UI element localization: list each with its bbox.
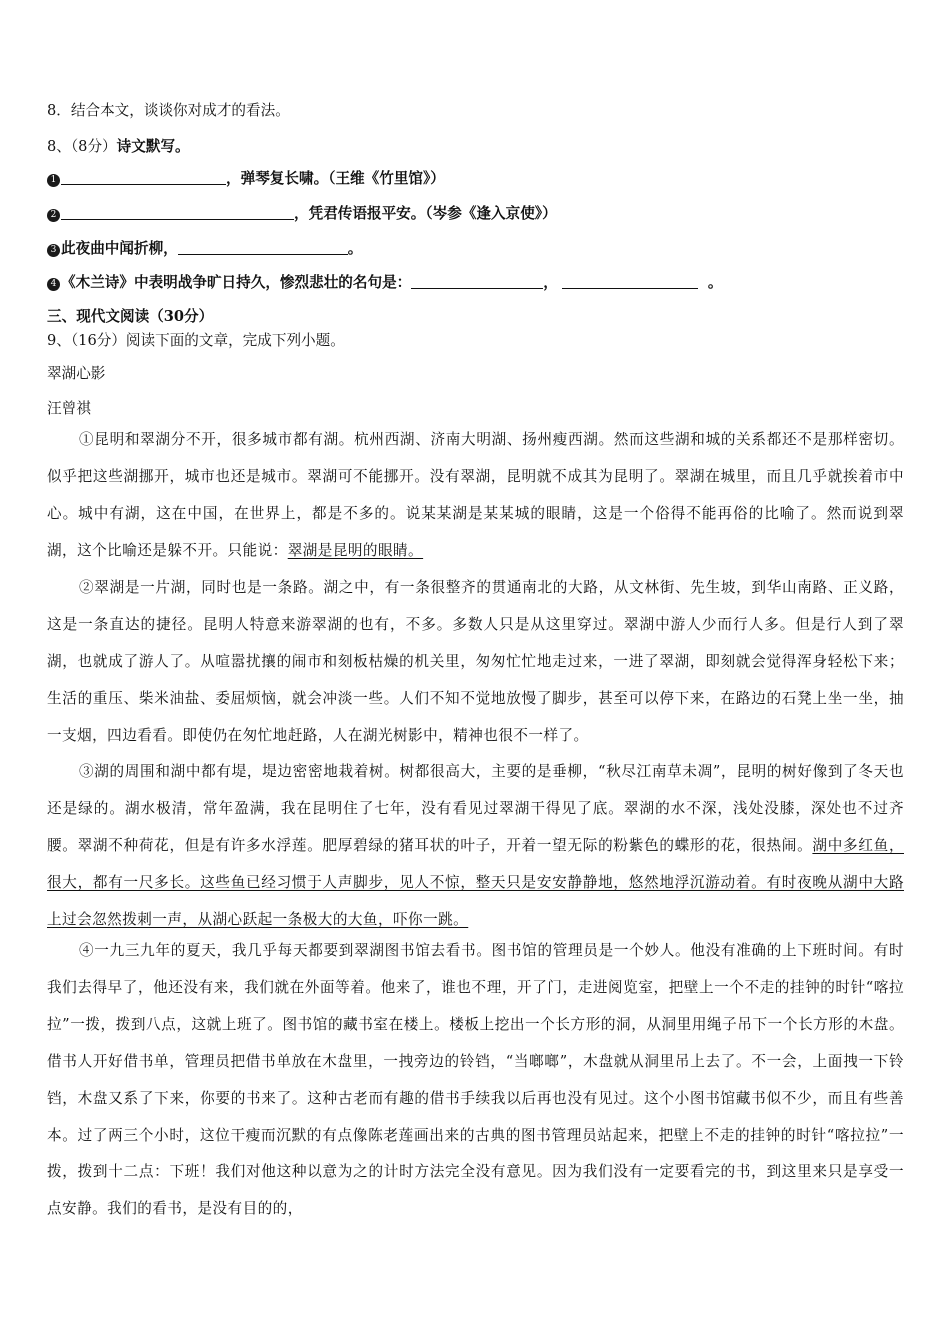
recite-item-2	[47, 204, 907, 224]
answer-blank-4a[interactable]	[411, 273, 543, 289]
paragraph-3-underlined: 湖中多红鱼，很大，都有一尺多长。这些鱼已经习惯于人声脚步，见人不惊，整天只是安安静静地，悠然地浮沉游动着。有时夜晚从湖中大路上过会忽然拨刺一声，从湖心跃起一条极大的大鱼，吓你一跳。	[47, 836, 904, 928]
answer-blank-4b[interactable]	[562, 273, 698, 289]
recite-text-1: ，弹琴复长啸。（王维《竹里馆》）	[226, 170, 445, 187]
recite-item-1	[47, 169, 907, 189]
article-paragraph-1	[47, 422, 904, 570]
recite-text-4b: ，	[543, 274, 558, 291]
recite-text-2: ，凭君传语报平安。（岑参《逢入京使》）	[294, 205, 557, 222]
answer-blank-2[interactable]	[61, 204, 294, 220]
article-paragraph-2: ②翠湖是一片湖，同时也是一条路。湖之中，有一条很整齐的贯通南北的大路，从文林街、先生坡，到华山南路、正义路，这是一条直达的捷径。昆明人特意来游翠湖的也有，不多。多数人只是从这里穿过。翠湖中游人少而行人多。但是行人到了翠湖，也就成了游人了。从喧嚣扰攘的闹市和刻板枯燥的机关里，匆匆忙忙地走过来，一进了翠湖，即刻就会觉得浑身轻松下来；生活的重压、柴米油盐、委屈烦恼，就会冲淡一些。人们不知不觉地放慢了脚步，甚至可以停下来，在路边的石凳上坐一坐，抽一支烟，四边看看。即使仍在匆忙地赶路，人在湖光树影中，精神也很不一样了。	[47, 579, 904, 744]
section-3-heading: 三、现代文阅读（30分）	[47, 308, 214, 325]
paragraph-1-underlined: 翠湖是昆明的眼睛。	[287, 541, 424, 559]
article-paragraph-3	[47, 754, 904, 939]
article-author: 汪曾祺	[47, 400, 91, 417]
recite-text-4a: 《木兰诗》中表明战争旷日持久，惨烈悲壮的名句是：	[61, 274, 412, 291]
q8-recite-score: 8、（8分）	[47, 138, 117, 155]
answer-blank-3[interactable]	[178, 239, 348, 255]
q8-discuss-question: 8．结合本文，谈谈你对成才的看法。	[47, 102, 290, 119]
article-paragraph-4: ④一九三九年的夏天，我几乎每天都要到翠湖图书馆去看书。图书馆的管理员是一个妙人。他没有准确的上下班时间。有时我们去得早了，他还没有来，我们就在外面等着。他来了，谁也不理，开了门，走进阅览室，把壁上一个不走的挂钟的时针“喀拉拉”一拨，拨到八点，这就上班了。图书馆的藏书室在楼上。楼板上挖出一个长方形的洞，从洞里用绳子吊下一个长方形的木盘。借书人开好借书单，管理员把借书单放在木盘里，一拽旁边的铃铛，“当啷啷”，木盘就从洞里吊上去了。不一会，上面拽一下铃铛，木盘又系了下来，你要的书来了。这种古老而有趣的借书手续我以后再也没有见过。这个小图书馆藏书似不少，而且有些善本。过了两三个小时，这位干瘦而沉默的有点像陈老莲画出来的古典的图书管理员站起来，把壁上不走的挂钟的时针“喀拉拉”一拨，拨到十二点：下班！我们对他这种以意为之的计时方法完全没有意见。因为我们没有一定要看完的书，到这里来只是享受一点安静。我们的看书，是没有目的的，	[47, 942, 904, 1218]
answer-blank-1[interactable]	[61, 169, 226, 185]
q8-recite-title: 诗文默写。	[116, 138, 190, 155]
recite-item-4	[47, 273, 907, 293]
circled-number-1: 1	[47, 174, 60, 187]
circled-number-2: 2	[47, 209, 60, 222]
paragraph-1-text: ①昆明和翠湖分不开，很多城市都有湖。杭州西湖、济南大明湖、扬州瘦西湖。然而这些湖和城的关系都还不是那样密切。似乎把这些湖挪开，城市也还是城市。翠湖可不能挪开。没有翠湖，昆明就不成其为昆明了。翠湖在城里，而且几乎就挨着市中心。城中有湖，这在中国，在世界上，都是不多的。说某某湖是某某城的眼睛，这是一个俗得不能再俗的比喻了。然而说到翠湖，这个比喻还是躲不开。只能说：	[47, 431, 904, 559]
recite-text-3a: 此夜曲中闻折柳，	[61, 240, 178, 257]
recite-text-4c: 。	[707, 274, 723, 291]
paragraph-3-text: ③湖的周围和湖中都有堤，堤边密密地栽着树。树都很高大，主要的是垂柳，“秋尽江南草未凋”，昆明的树好像到了冬天也还是绿的。湖水极清，常年盈满，我在昆明住了七年，没有看见过翠湖干得见了底。翠湖的水不深，浅处没膝，深处也不过齐腰。翠湖不种荷花，但是有许多水浮莲。肥厚碧绿的猪耳状的叶子，开着一望无际的粉紫色的蝶形的花，很热闹。	[47, 763, 904, 854]
q9-instruction: 9、（16分）阅读下面的文章，完成下列小题。	[47, 332, 345, 349]
recite-text-3b: 。	[347, 240, 363, 257]
q8-recite-heading	[47, 137, 907, 157]
circled-number-4: 4	[47, 278, 60, 291]
circled-number-3: 3	[47, 244, 60, 257]
article-title: 翠湖心影	[47, 365, 106, 382]
recite-item-3	[47, 239, 907, 259]
